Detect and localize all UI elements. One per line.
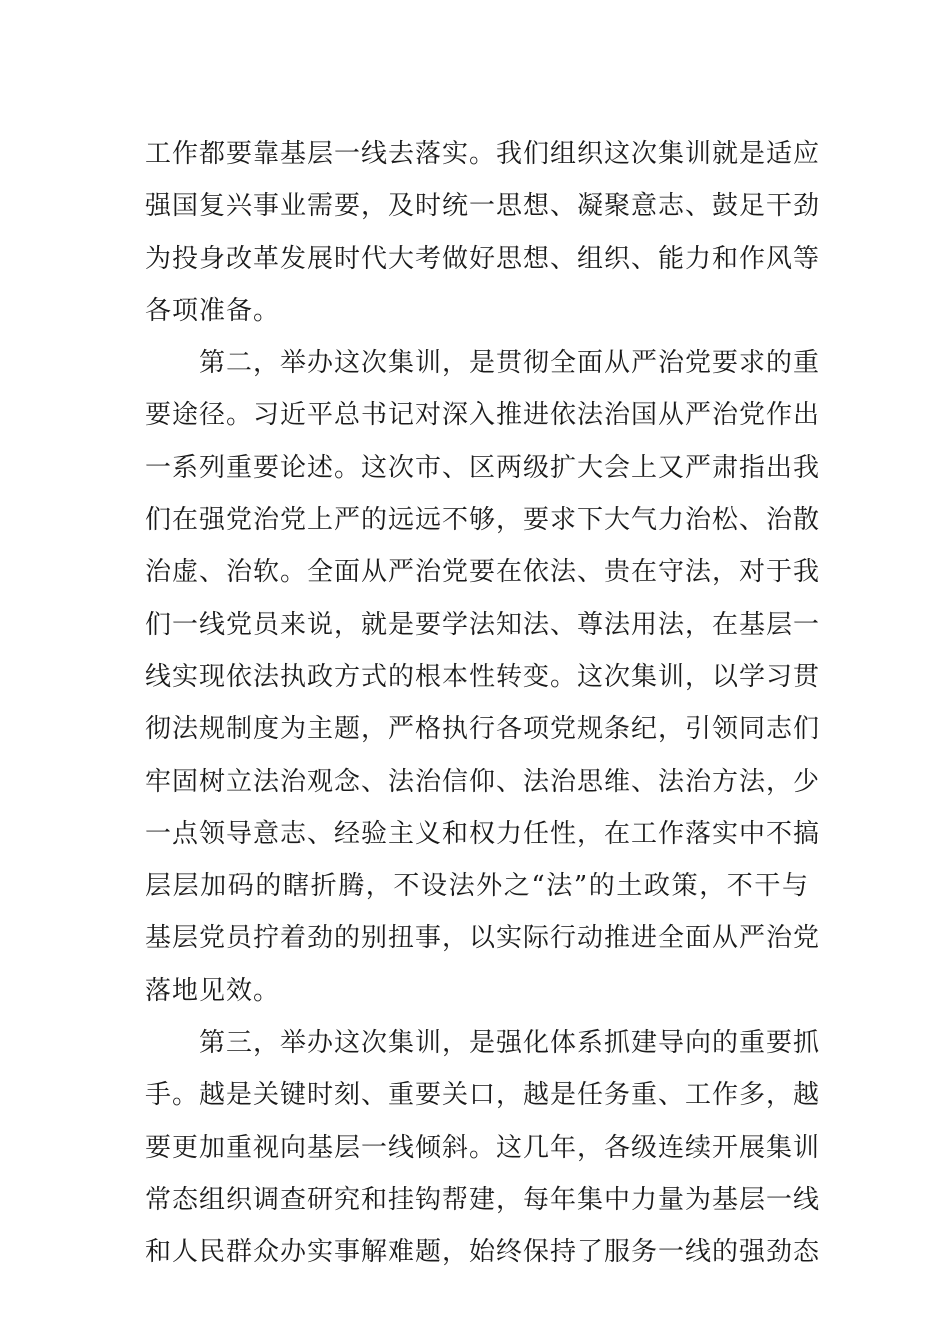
text-line: 治虚、治软。全面从严治党要在依法、贵在守法，对于我 bbox=[145, 557, 821, 588]
text-line: 线实现依法执政方式的根本性转变。这次集训，以学习贯 bbox=[145, 661, 821, 692]
text-line: 各项准备。 bbox=[145, 295, 281, 326]
text-line: 彻法规制度为主题，严格执行各项党规条纪，引领同志们 bbox=[145, 714, 821, 745]
text-line: 一点领导意志、经验主义和权力任性，在工作落实中不搞 bbox=[145, 818, 821, 849]
text-line: 手。越是关键时刻、重要关口，越是任务重、工作多，越 bbox=[145, 1080, 821, 1111]
text-line: 为投身改革发展时代大考做好思想、组织、能力和作风等 bbox=[145, 243, 821, 274]
text-line: 要途径。习近平总书记对深入推进依法治国从严治党作出 bbox=[145, 400, 821, 431]
body-text bbox=[145, 128, 821, 1279]
text-line: 们一线党员来说，就是要学法知法、尊法用法，在基层一 bbox=[145, 609, 821, 640]
text-line: 强国复兴事业需要，及时统一思想、凝聚意志、鼓足干劲 bbox=[145, 191, 821, 222]
text-line: 基层党员拧着劲的别扭事，以实际行动推进全面从严治党 bbox=[145, 923, 821, 954]
text-line: 工作都要靠基层一线去落实。我们组织这次集训就是适应 bbox=[145, 139, 821, 169]
text-line: 第三，举办这次集训，是强化体系抓建导向的重要抓 bbox=[145, 1028, 821, 1059]
text-line: 落地见效。 bbox=[145, 975, 281, 1006]
text-line: 们在强党治党上严的远远不够，要求下大气力治松、治散 bbox=[145, 505, 821, 536]
text-line: 层层加码的瞎折腾，不设法外之“法”的土政策，不干与 bbox=[145, 871, 809, 902]
text-line: 要更加重视向基层一线倾斜。这几年，各级连续开展集训 bbox=[145, 1132, 821, 1163]
text-line: 一系列重要论述。这次市、区两级扩大会上又严肃指出我 bbox=[145, 452, 821, 483]
text-line: 牢固树立法治观念、法治信仰、法治思维、法治方法，少 bbox=[145, 766, 821, 797]
text-line: 第二，举办这次集训，是贯彻全面从严治党要求的重 bbox=[145, 348, 821, 379]
text-line: 和人民群众办实事解难题，始终保持了服务一线的强劲态 bbox=[145, 1237, 821, 1268]
text-line: 常态组织调查研究和挂钩帮建，每年集中力量为基层一线 bbox=[145, 1184, 821, 1215]
